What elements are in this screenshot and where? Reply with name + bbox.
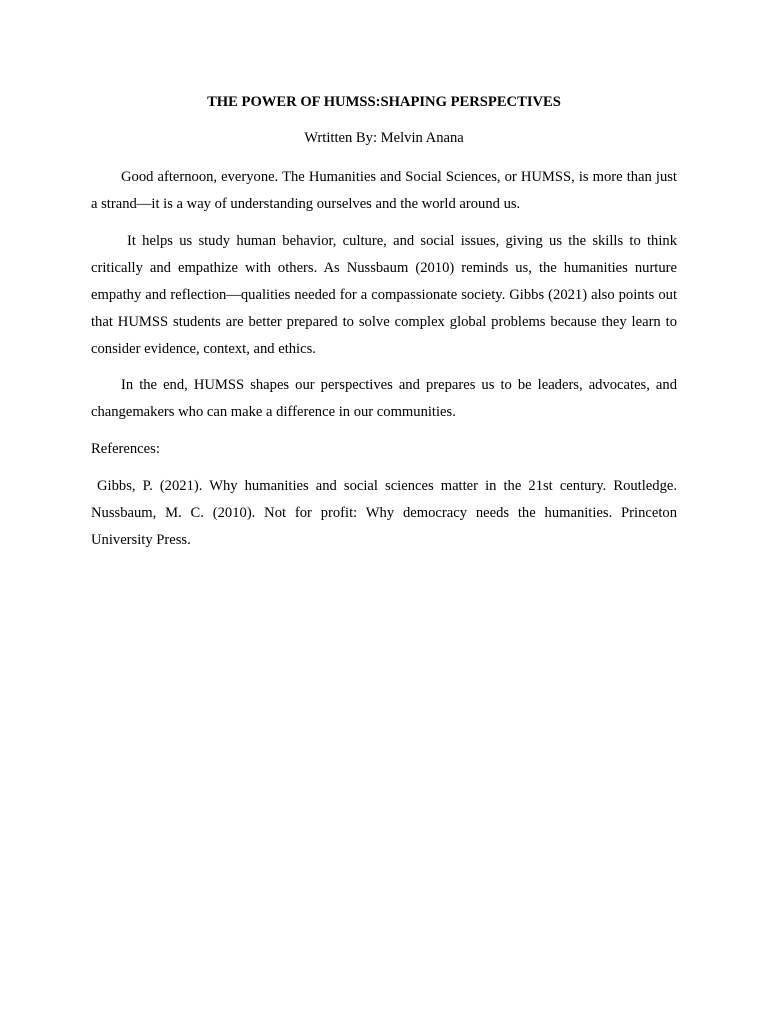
- author-byline: Wrtitten By: Melvin Anana: [304, 130, 464, 146]
- body-paragraph-1: Good afternoon, everyone. The Humanities and Social Sciences, or HUMSS, is more than just a strand—it is a way of understanding ourselves and the world around us.: [91, 169, 677, 212]
- document-title: THE POWER OF HUMSS:SHAPING PERSPECTIVES: [207, 94, 561, 110]
- reference-gibbs: Gibbs, P. (2021). Why humanities and social sciences matter in the 21st century. Routledge.: [97, 478, 677, 494]
- body-paragraph-2: It helps us study human behavior, culture, and social issues, giving us the skills to think critically and empathize with others. As Nussbaum (2010) reminds us, the humanities nurture empathy and reflection—qualities needed for a compassionate society. Gibbs (2021) also points out that HUMSS students are better prepared to solve complex global problems because they learn to consider evidence, context, and ethics.: [91, 233, 677, 357]
- references-heading: References:: [91, 441, 160, 457]
- body-paragraph-3: In the end, HUMSS shapes our perspectives and prepares us to be leaders, advocates, and changemakers who can make a difference in our communities.: [91, 377, 677, 420]
- reference-nussbaum: Nussbaum, M. C. (2010). Not for profit: Why democracy needs the humanities. Princeton University Press.: [91, 505, 677, 548]
- references-list: [91, 473, 677, 554]
